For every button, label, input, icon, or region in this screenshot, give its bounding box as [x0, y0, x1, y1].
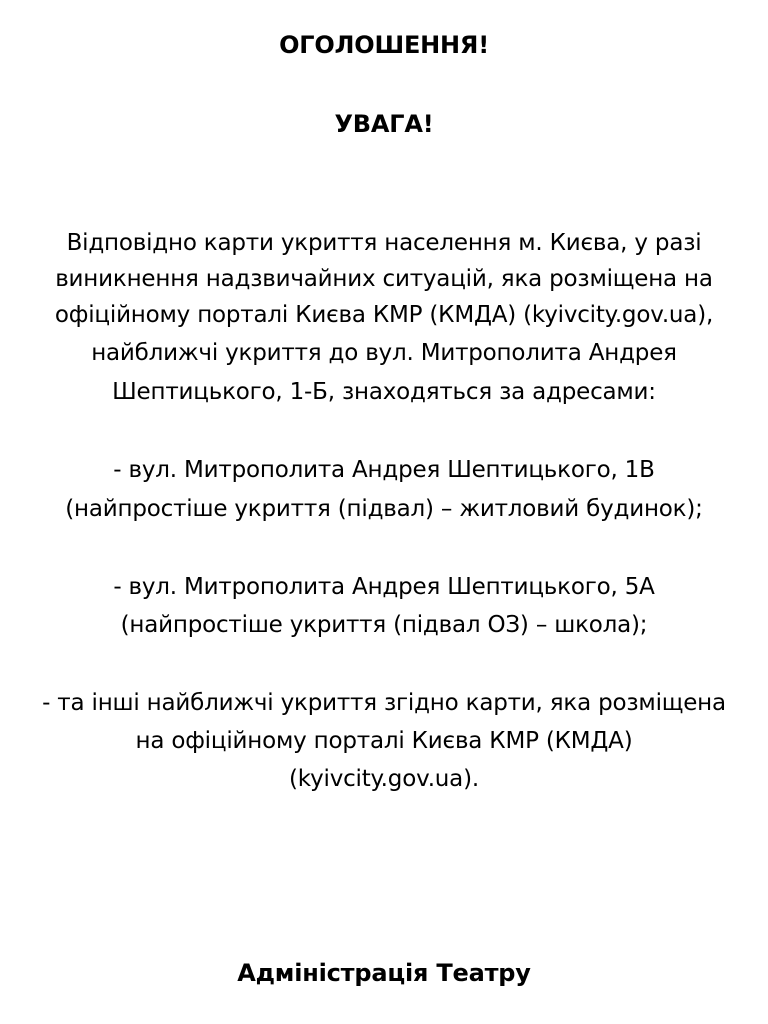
shelter-address-line: (найпростіше укриття (підвал) – житловий будинок); — [65, 496, 703, 522]
shelter-address-line: (kyivcity.gov.ua). — [289, 766, 479, 792]
announcement-title: ОГОЛОШЕННЯ! — [279, 31, 489, 59]
intro-line: Шептицького, 1-Б, знаходяться за адресами: — [112, 379, 656, 405]
intro-line: офіційному порталі Києва КМР (КМДА) (kyivcity.gov.ua), — [54, 302, 714, 328]
shelter-address-line: - вул. Митрополита Андрея Шептицького, 5А — [113, 574, 655, 600]
intro-line: виникнення надзвичайних ситуацій, яка розміщена на — [55, 266, 713, 292]
shelter-address-line: - вул. Митрополита Андрея Шептицького, 1В — [113, 457, 655, 483]
announcement-subtitle: УВАГА! — [334, 110, 434, 138]
signature: Адміністрація Театру — [237, 959, 531, 987]
shelter-address-line: на офіційному порталі Києва КМР (КМДА) — [135, 728, 633, 754]
shelter-address-line: - та інші найближчі укриття згідно карти, яка розміщена — [42, 690, 726, 716]
shelter-address-line: (найпростіше укриття (підвал ОЗ) – школа); — [120, 612, 648, 638]
intro-line: найближчі укриття до вул. Митрополита Андрея — [91, 340, 677, 366]
intro-line: Відповідно карти укриття населення м. Києва, у разі — [66, 230, 702, 256]
